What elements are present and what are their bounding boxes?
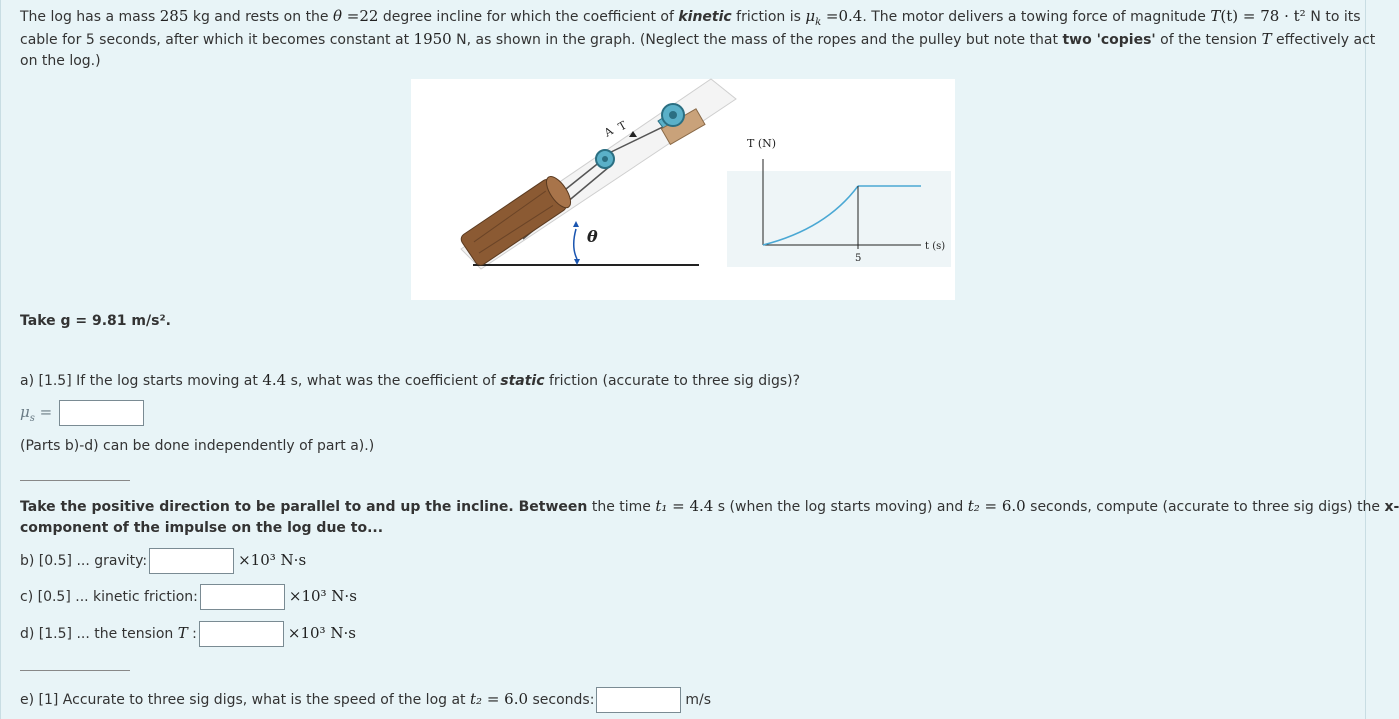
kinetic-word: kinetic [678,9,732,25]
graph-x-label: t (s) [925,241,946,252]
figure-svg [411,79,955,300]
intro-text: effectively act [1271,32,1376,48]
intro-text: friction is [731,9,806,25]
label-a: A [602,124,616,140]
angle-arc [574,229,577,259]
t2-value: = 6.0 [482,690,529,708]
gravity-note: Take g = 9.81 m/s². [20,313,171,329]
part-a-text: a) [1.5] If the log starts moving at [20,373,263,389]
speed-input[interactable] [596,687,681,713]
intro-text: cable for 5 seconds, after which it becomes constant at [20,32,414,48]
theta-symbol: θ [333,7,343,25]
part-e-row [20,685,711,714]
mu-k-subscript: k [815,16,822,28]
mu-k-symbol: μ [805,7,816,25]
intro-text: N, as shown in the graph. (Neglect the mass of the ropes and the pulley but note that [451,32,1063,48]
angle-arrow-up-icon [573,221,579,227]
impulse-intro-text: seconds, compute (accurate to three sig digs) the [1025,499,1385,515]
force-expression: = 78 · t² [1238,7,1311,25]
mu-s-symbol: μ [20,403,30,421]
mu-s-input[interactable] [59,400,144,426]
graph-tick-5: 5 [855,253,862,264]
t1-value: = 4.4 [667,497,714,515]
divider [20,480,130,481]
two-copies-text: two 'copies' [1062,32,1156,48]
t-argument: (t) [1220,7,1239,25]
part-e-unit: m/s [685,692,712,708]
divider [20,670,130,671]
constant-force-value: 1950 [413,30,452,48]
gravity-impulse-input[interactable] [149,548,234,574]
problem-figure [411,79,955,300]
tension-symbol: T [1261,30,1272,48]
part-e-text: e) [1] Accurate to three sig digs, what is the speed of the log at [20,692,470,708]
start-time-value: 4.4 [262,371,287,389]
t2-symbol: t₂ [967,497,980,515]
impulse-intro-line-1 [20,495,1399,518]
tension-impulse-input[interactable] [199,621,284,647]
part-c-label: c) [0.5] ... kinetic friction: [20,589,198,605]
part-b-unit: ×10³ N·s [238,551,307,569]
impulse-intro-text: the time [587,499,656,515]
pulley-hub [602,156,608,162]
intro-text: N to its [1310,9,1361,25]
friction-impulse-input[interactable] [200,584,285,610]
intro-text: kg and rests on the [188,9,333,25]
static-word: static [500,373,545,389]
theta-value: =22 [342,7,379,25]
part-a-text: friction (accurate to three sig digs)? [544,373,801,389]
impulse-intro-bold: Take the positive direction to be parallel to and up the incline. Between [20,499,588,515]
mass-value: 285 [159,7,189,25]
part-d-label: : [187,626,197,642]
intro-text: The log has a mass [20,9,160,25]
part-c-unit: ×10³ N·s [288,587,357,605]
t2-symbol: t₂ [470,690,483,708]
tension-symbol: T [1210,7,1221,25]
motor-hub [669,111,677,119]
impulse-intro-text: s (when the log starts moving) and [713,499,968,515]
label-t: T [616,118,629,134]
intro-text: on the log.) [20,53,101,69]
impulse-intro-line-2: component of the impulse on the log due to... [20,520,384,536]
part-d-row [20,619,356,648]
intro-text: . The motor delivers a towing force of magnitude [862,9,1211,25]
part-a-text: s, what was the coefficient of [286,373,501,389]
part-a-question [20,369,800,392]
parts-bd-note: (Parts b)-d) can be done independently of part a).) [20,438,375,454]
intro-line-3 [20,50,101,72]
mu-k-value: =0.4 [821,7,863,25]
impulse-intro-bold: x- [1384,499,1399,515]
intro-text: of the tension [1155,32,1262,48]
intro-line-2 [20,28,1375,51]
t1-symbol: t₁ [655,497,668,515]
part-b-label: b) [0.5] ... gravity: [20,553,148,569]
mu-s-equals: = [34,403,53,421]
intro-text: degree incline for which the coefficient of [378,9,679,25]
part-c-row [20,582,357,611]
graph-y-label: T (N) [747,137,777,150]
part-d-unit: ×10³ N·s [287,624,356,642]
mu-s-subscript: s [29,412,35,424]
tension-symbol: T [177,624,188,642]
theta-label: θ [587,227,598,246]
part-e-text: seconds: [528,692,595,708]
part-d-label: d) [1.5] ... the tension [20,626,178,642]
part-b-row [20,546,306,575]
log [459,173,575,268]
part-a-answer-row [20,398,144,433]
t2-value: = 6.0 [979,497,1026,515]
